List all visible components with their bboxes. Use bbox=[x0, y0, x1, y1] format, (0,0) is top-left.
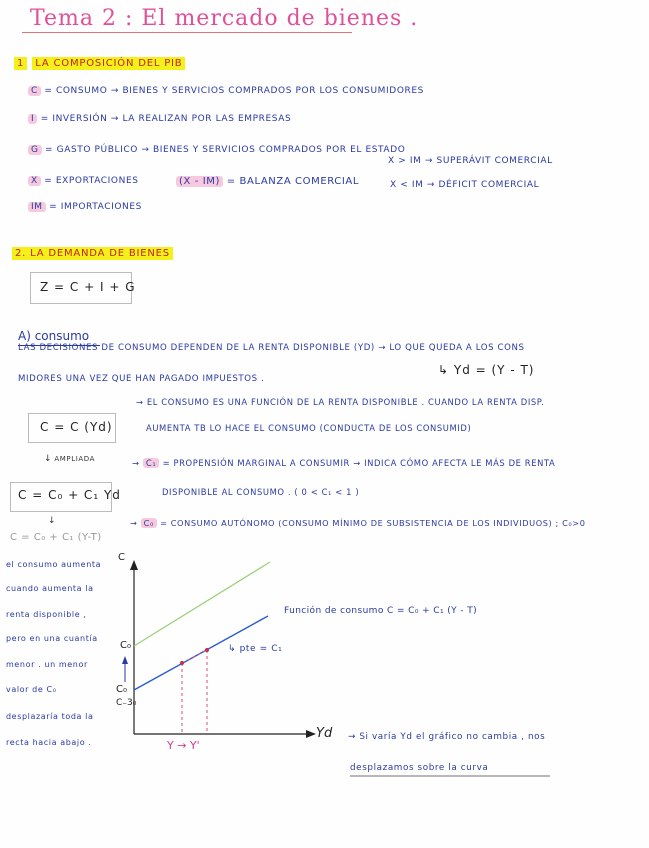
x-axis-arrow bbox=[306, 730, 316, 738]
arrow-down-2: ↓ bbox=[48, 516, 56, 526]
yd-definition: ↳ Yd = (Y - T) bbox=[438, 363, 535, 377]
y-axis-label: C bbox=[118, 552, 125, 563]
func-label: Función de consumo C = C₀ + C₁ (Y - T) bbox=[284, 606, 478, 616]
page-title: Tema 2 : El mercado de bienes . bbox=[30, 6, 419, 31]
sym-i: I bbox=[28, 114, 37, 124]
ampliada-label: AMPLIADA bbox=[54, 455, 96, 463]
def-consumo-text: = CONSUMO → BIENES Y SERVICIOS COMPRADOS POR LOS CONSUMIDORES bbox=[44, 86, 424, 96]
c0-tick: C₀ bbox=[120, 640, 131, 651]
section1-title: LA COMPOSICIÓN DEL PIB bbox=[32, 57, 185, 70]
def-gasto-text: = GASTO PÚBLICO → BIENES Y SERVICIOS COMPRADOS POR EL ESTADO bbox=[45, 145, 406, 155]
sym-x: X bbox=[28, 176, 41, 186]
c-func-note2: AUMENTA TB LO HACE EL CONSUMO (CONDUCTA DE LOS CONSUMID) bbox=[146, 423, 472, 433]
point-yprime bbox=[205, 648, 209, 652]
bottom-note-2: desplazamos sobre la curva bbox=[350, 763, 489, 773]
sym-c0: C₀ bbox=[141, 518, 157, 528]
balanza-expr: (X - IM) bbox=[176, 176, 223, 187]
def-importaciones-text: = IMPORTACIONES bbox=[49, 202, 142, 212]
sym-c: C bbox=[28, 86, 41, 96]
consumo-heading: A) consumo bbox=[18, 329, 90, 343]
c0-low2: C₋3₀ bbox=[116, 698, 137, 708]
sym-g: G bbox=[28, 145, 42, 155]
c1-note1: → C₁ = PROPENSIÓN MARGINAL A CONSUMIR → INDICA CÓMO AFECTA LE MÁS DE RENTA bbox=[132, 458, 556, 468]
c0-note: → C₀ = CONSUMO AUTÓNOMO (CONSUMO MÍNIMO DE SUBSISTENCIA DE LOS INDIVIDUOS) ; C₀>0 bbox=[130, 518, 586, 528]
y-axis-arrow bbox=[130, 560, 138, 570]
para-line2: MIDORES UNA VEZ QUE HAN PAGADO IMPUESTOS . bbox=[18, 374, 265, 384]
left-note-8: recta hacia abajo . bbox=[6, 738, 92, 747]
c0-low: C₀ bbox=[116, 684, 127, 695]
c1-note2: DISPONIBLE AL CONSUMO . ( 0 < C₁ < 1 ) bbox=[162, 487, 360, 497]
equation-z: Z = C + I + G bbox=[40, 280, 136, 294]
c1-note1-text: = PROPENSIÓN MARGINAL A CONSUMIR → INDICA CÓMO AFECTA LE MÁS DE RENTA bbox=[162, 458, 556, 468]
x-move: Y → Y' bbox=[167, 739, 200, 752]
para-line1: LAS DECISIONES DE CONSUMO DEPENDEN DE LA RENTA DISPONIBLE (YD) → LO QUE QUEDA A LOS CONS bbox=[18, 343, 525, 353]
left-note-2: cuando aumenta la bbox=[6, 584, 94, 593]
c-func: C = C (Yd) bbox=[40, 420, 113, 434]
slope-label: ↳ pte = C₁ bbox=[228, 644, 283, 654]
c-linear: C = C₀ + C₁ Yd bbox=[18, 488, 121, 502]
bottom-note-1: → Si varía Yd el gráfico no cambia , nos bbox=[348, 732, 546, 742]
left-note-5: menor . un menor bbox=[6, 660, 88, 669]
x-axis-label: Yd bbox=[316, 726, 333, 741]
sym-c1: C₁ bbox=[143, 458, 159, 468]
sym-im: IM bbox=[28, 202, 46, 212]
left-note-6: valor de C₀ bbox=[6, 685, 57, 694]
consumption-line-alt bbox=[134, 562, 270, 646]
left-note-7: desplazaría toda la bbox=[6, 712, 94, 721]
c-final: C = C₀ + C₁ (Y-T) bbox=[10, 532, 102, 543]
balanza-text: = BALANZA COMERCIAL bbox=[226, 176, 360, 187]
superavit: X > IM → SUPERÁVIT COMERCIAL bbox=[388, 156, 553, 166]
ampliada-arrow: ↓ AMPLIADA bbox=[44, 454, 96, 464]
left-note-4: pero en una cuantía bbox=[6, 634, 98, 643]
left-note-3: renta disponible , bbox=[6, 610, 87, 619]
c0-note-text: = CONSUMO AUTÓNOMO (CONSUMO MÍNIMO DE SUBSISTENCIA DE LOS INDIVIDUOS) ; C₀>0 bbox=[160, 518, 586, 528]
section1-number: 1 bbox=[14, 57, 27, 70]
deficit: X < IM → DÉFICIT COMERCIAL bbox=[390, 180, 540, 190]
left-note-1: el consumo aumenta bbox=[6, 560, 102, 569]
point-y bbox=[180, 661, 184, 665]
section2-title: 2. LA DEMANDA DE BIENES bbox=[12, 247, 173, 260]
def-inversion-text: = INVERSIÓN → LA REALIZAN POR LAS EMPRESAS bbox=[40, 114, 292, 124]
c-func-note1: → EL CONSUMO ES UNA FUNCIÓN DE LA RENTA DISPONIBLE . CUANDO LA RENTA DISP. bbox=[136, 397, 545, 407]
shift-arrow-head bbox=[122, 656, 128, 664]
def-exportaciones-text: = EXPORTACIONES bbox=[44, 176, 139, 186]
